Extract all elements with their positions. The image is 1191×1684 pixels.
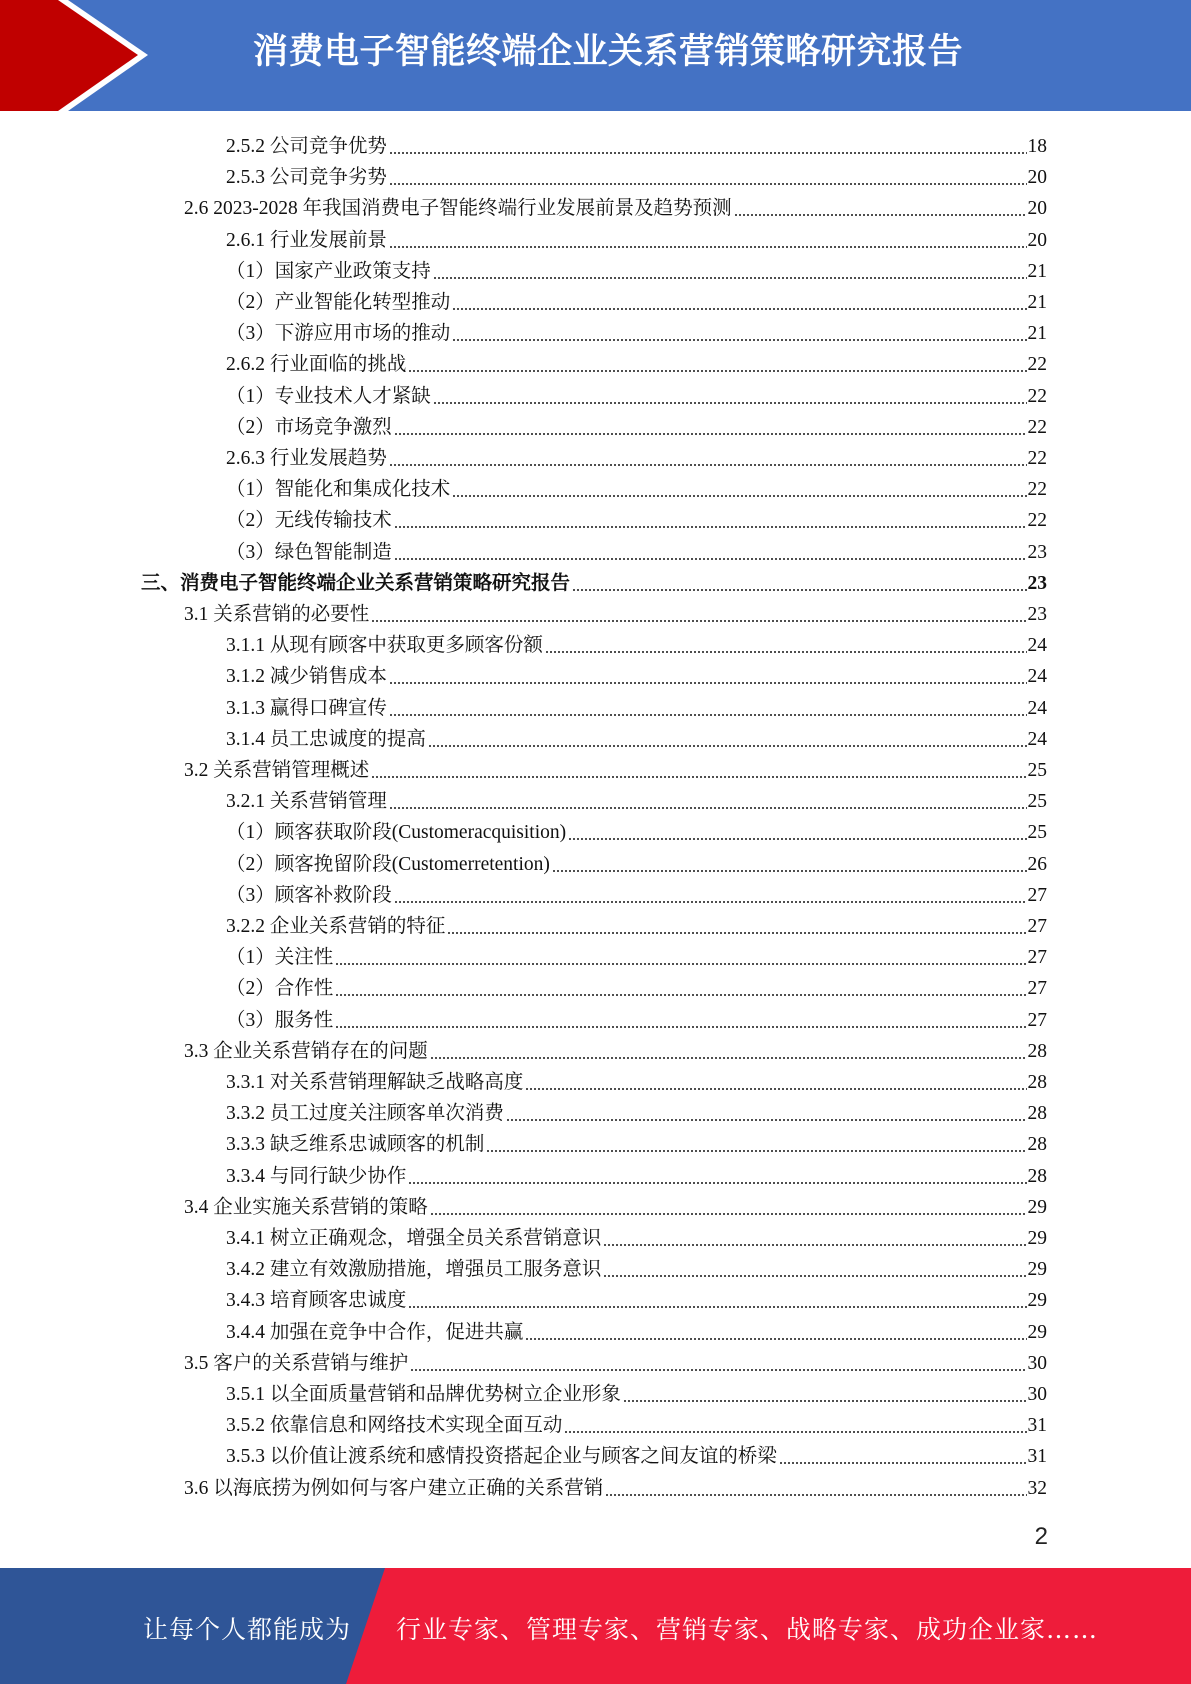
toc-entry-label: 3.1.4 员工忠诚度的提高	[226, 728, 426, 750]
toc-entry[interactable]	[226, 409, 1047, 440]
toc-entry-label: 2.6.3 行业发展趋势	[226, 448, 387, 469]
toc-dot-leader	[371, 603, 1026, 627]
toc-entry-label: 3.1.2 减少销售成本	[226, 666, 387, 688]
toc-entry-label: 3.5 客户的关系营销与维护	[184, 1352, 409, 1374]
toc-entry-page: 23	[1027, 604, 1047, 625]
toc-dot-leader	[335, 946, 1026, 970]
toc-entry-page: 27	[1027, 947, 1047, 969]
toc-entry-page: 28	[1027, 1134, 1047, 1156]
toc-entry-page: 21	[1027, 260, 1047, 282]
toc-entry-label: 3.3.3 缺乏维系忠诚顾客的机制	[226, 1134, 485, 1156]
toc-entry[interactable]	[226, 1158, 1047, 1189]
toc-entry-label: 3.5.1 以全面质量营销和品牌优势树立企业形象	[226, 1384, 621, 1405]
toc-entry-label: 3.1.1 从现有顾客中获取更多顾客份额	[226, 635, 543, 657]
toc-dot-leader	[394, 416, 1027, 440]
toc-dot-leader	[568, 821, 1026, 845]
toc-entry-page: 28	[1027, 1103, 1047, 1125]
toc-entry-page: 30	[1027, 1384, 1047, 1405]
toc-entry[interactable]	[226, 284, 1047, 315]
toc-entry[interactable]	[226, 1095, 1047, 1126]
toc-entry-label: 3.4 企业实施关系营销的策略	[184, 1196, 428, 1218]
toc-entry[interactable]	[226, 1376, 1047, 1407]
toc-entry-page: 21	[1027, 292, 1047, 313]
toc-entry-page: 25	[1027, 791, 1047, 813]
toc-entry-page: 18	[1027, 136, 1047, 157]
toc-dot-leader	[605, 1477, 1026, 1501]
toc-entry[interactable]	[226, 534, 1047, 565]
toc-entry-page: 22	[1027, 354, 1047, 376]
toc-dot-leader	[452, 291, 1026, 315]
toc-entry-label: 三、消费电子智能终端企业关系营销策略研究报告	[141, 572, 571, 594]
toc-entry-page: 23	[1027, 572, 1047, 594]
toc-entry-label: （1）专业技术人才紧缺	[226, 385, 431, 407]
page-number: 2	[1034, 1523, 1048, 1550]
toc-entry-label: 3.4.3 培育顾客忠诚度	[226, 1290, 407, 1312]
toc-entry-page: 28	[1027, 1072, 1047, 1093]
toc-entry-label: 3.2.1 关系营销管理	[226, 791, 387, 813]
toc-entry-page: 25	[1027, 822, 1047, 844]
toc-dot-leader	[430, 1196, 1027, 1220]
toc-dot-leader	[525, 1321, 1026, 1345]
page-header	[0, 0, 1191, 111]
toc-entry-label: 3.3 企业关系营销存在的问题	[184, 1040, 428, 1062]
toc-entry[interactable]	[141, 565, 1047, 596]
toc-entry-label: （1）智能化和集成化技术	[226, 479, 451, 501]
toc-entry-label: （2）顾客挽留阶段(Customerretention)	[226, 853, 550, 875]
toc-entry-label: 3.2.2 企业关系营销的特征	[226, 916, 446, 937]
toc-entry-page: 28	[1027, 1040, 1047, 1062]
toc-entry-page: 24	[1027, 697, 1047, 719]
page-footer	[0, 1568, 1191, 1684]
toc-dot-leader	[447, 915, 1026, 939]
toc-entry-page: 29	[1027, 1321, 1047, 1343]
toc-entry[interactable]	[184, 1470, 1047, 1501]
toc-entry-label: 3.4.2 建立有效激励措施，增强员工服务意识	[226, 1259, 602, 1281]
toc-entry[interactable]	[184, 752, 1047, 783]
toc-dot-leader	[452, 322, 1026, 346]
toc-entry-page: 20	[1027, 229, 1047, 251]
toc-dot-leader	[389, 665, 1027, 689]
toc-dot-leader	[433, 260, 1027, 284]
toc-dot-leader	[552, 853, 1027, 877]
toc-entry[interactable]	[226, 440, 1047, 471]
toc-dot-leader	[428, 728, 1027, 752]
toc-dot-leader	[335, 1009, 1026, 1033]
toc-entry[interactable]	[226, 783, 1047, 814]
toc-entry-page: 29	[1027, 1196, 1047, 1218]
toc-dot-leader	[408, 353, 1026, 377]
toc-entry-label: 3.1 关系营销的必要性	[184, 604, 370, 625]
toc-entry-page: 22	[1027, 479, 1047, 501]
toc-entry[interactable]	[226, 814, 1047, 845]
toc-dot-leader	[389, 790, 1027, 814]
toc-entry-label: （3）顾客补救阶段	[226, 884, 392, 906]
toc-entry-page: 31	[1027, 1446, 1047, 1468]
toc-dot-leader	[371, 759, 1026, 783]
toc-dot-leader	[545, 634, 1027, 658]
toc-entry-label: （1）顾客获取阶段(Customeracquisition)	[226, 822, 567, 844]
toc-dot-leader	[433, 385, 1027, 409]
toc-entry[interactable]	[226, 939, 1047, 970]
toc-entry-label: 2.6.1 行业发展前景	[226, 229, 387, 251]
toc-dot-leader	[564, 1414, 1026, 1438]
toc-entry[interactable]	[226, 846, 1047, 877]
toc-entry-page: 30	[1027, 1352, 1047, 1374]
toc-entry[interactable]	[184, 1189, 1047, 1220]
toc-entry-label: 3.3.1 对关系营销理解缺乏战略高度	[226, 1072, 524, 1093]
toc-entry-page: 25	[1027, 760, 1047, 781]
toc-entry-label: 3.3.4 与同行缺少协作	[226, 1165, 407, 1187]
toc-entry[interactable]	[226, 1251, 1047, 1282]
toc-entry[interactable]	[184, 1345, 1047, 1376]
toc-entry-page: 24	[1027, 666, 1047, 688]
toc-dot-leader	[603, 1258, 1026, 1282]
toc-entry[interactable]	[226, 253, 1047, 284]
toc-dot-leader	[734, 197, 1027, 221]
toc-entry[interactable]	[226, 627, 1047, 658]
toc-entry[interactable]	[226, 690, 1047, 721]
toc-entry-page: 27	[1027, 978, 1047, 1000]
toc-dot-leader	[394, 541, 1027, 565]
toc-entry-page: 20	[1027, 198, 1047, 220]
toc-dot-leader	[506, 1102, 1027, 1126]
toc-entry[interactable]	[226, 315, 1047, 346]
toc-dot-leader	[394, 509, 1027, 533]
toc-entry-label: 3.4.1 树立正确观念，增强全员关系营销意识	[226, 1228, 602, 1249]
toc-entry[interactable]	[226, 1407, 1047, 1438]
toc-entry[interactable]	[226, 970, 1047, 1001]
toc-entry-label: （3）服务性	[226, 1009, 334, 1031]
toc-entry-label: （2）无线传输技术	[226, 510, 392, 532]
toc-entry-page: 23	[1027, 541, 1047, 563]
toc-entry[interactable]	[226, 502, 1047, 533]
toc-entry-page: 21	[1027, 323, 1047, 345]
toc-entry[interactable]	[226, 658, 1047, 689]
toc-entry[interactable]	[226, 378, 1047, 409]
toc-entry-page: 24	[1027, 635, 1047, 657]
toc-dot-leader	[623, 1383, 1027, 1407]
toc-entry-page: 27	[1027, 884, 1047, 906]
toc-dot-leader	[389, 166, 1027, 190]
toc-entry-label: （3）下游应用市场的推动	[226, 323, 451, 345]
toc-entry[interactable]	[226, 222, 1047, 253]
toc-entry-label: （2）市场竞争激烈	[226, 416, 392, 438]
toc-entry[interactable]	[226, 1314, 1047, 1345]
toc-dot-leader	[389, 447, 1027, 471]
toc-dot-leader	[486, 1133, 1026, 1157]
toc-entry-page: 27	[1027, 1009, 1047, 1031]
toc-entry-page: 27	[1027, 916, 1047, 937]
toc-dot-leader	[335, 977, 1026, 1001]
toc-entry-label: （1）国家产业政策支持	[226, 260, 431, 282]
toc-entry-page: 22	[1027, 416, 1047, 438]
toc-entry-page: 22	[1027, 385, 1047, 407]
toc-dot-leader	[394, 884, 1027, 908]
document-title: 消费电子智能终端企业关系营销策略研究报告	[252, 32, 963, 72]
toc-dot-leader	[779, 1445, 1027, 1469]
toc-entry-page: 28	[1027, 1165, 1047, 1187]
toc-entry[interactable]	[226, 346, 1047, 377]
toc-dot-leader	[408, 1165, 1026, 1189]
toc-entry[interactable]	[226, 471, 1047, 502]
toc-entry[interactable]	[226, 1002, 1047, 1033]
toc-entry-label: 3.2 关系营销管理概述	[184, 760, 370, 781]
toc-entry-page: 22	[1027, 448, 1047, 469]
toc-dot-leader	[408, 1289, 1026, 1313]
toc-dot-leader	[452, 478, 1026, 502]
toc-entry-page: 20	[1027, 167, 1047, 189]
toc-entry-page: 22	[1027, 510, 1047, 532]
toc-entry[interactable]	[184, 1033, 1047, 1064]
footer-slogan-right: 行业专家、管理专家、营销专家、战略专家、成功企业家……	[396, 1615, 1099, 1644]
toc-entry-label: 3.6 以海底捞为例如何与客户建立正确的关系营销	[184, 1477, 604, 1499]
toc-dot-leader	[430, 1040, 1027, 1064]
toc-entry-label: 2.5.2 公司竞争优势	[226, 136, 387, 157]
toc-entry-label: 3.3.2 员工过度关注顾客单次消费	[226, 1103, 504, 1125]
toc-entry-label: 3.4.4 加强在竞争中合作，促进共赢	[226, 1321, 524, 1343]
toc-entry[interactable]	[184, 596, 1047, 627]
toc-entry-label: 3.5.2 依靠信息和网络技术实现全面互动	[226, 1415, 563, 1437]
toc-entry[interactable]	[226, 1438, 1047, 1469]
toc-entry[interactable]	[226, 1220, 1047, 1251]
toc-entry-label: 2.5.3 公司竞争劣势	[226, 167, 387, 189]
toc-entry[interactable]	[226, 128, 1047, 159]
toc-entry-label: （1）关注性	[226, 947, 334, 969]
toc-entry-label: 2.6 2023-2028 年我国消费电子智能终端行业发展前景及趋势预测	[184, 198, 732, 220]
toc-dot-leader	[389, 697, 1027, 721]
toc-dot-leader	[572, 572, 1026, 596]
toc-entry-label: 2.6.2 行业面临的挑战	[226, 354, 407, 376]
toc-entry[interactable]	[226, 721, 1047, 752]
toc-entry[interactable]	[226, 908, 1047, 939]
toc-entry-page: 29	[1027, 1228, 1047, 1249]
toc-entry-label: 3.1.3 赢得口碑宣传	[226, 697, 387, 719]
toc-dot-leader	[603, 1227, 1026, 1251]
toc-entry-label: （2）合作性	[226, 978, 334, 1000]
toc-entry[interactable]	[226, 1064, 1047, 1095]
footer-slogan-left: 让每个人都能成为	[143, 1615, 352, 1644]
toc-entry[interactable]	[226, 1282, 1047, 1313]
toc-entry-page: 32	[1027, 1477, 1047, 1499]
toc-entry-label: （3）绿色智能制造	[226, 541, 392, 563]
toc-entry-page: 29	[1027, 1259, 1047, 1281]
toc-entry-page: 29	[1027, 1290, 1047, 1312]
toc-entry-page: 24	[1027, 728, 1047, 750]
toc-dot-leader	[525, 1071, 1026, 1095]
toc-entry-label: （2）产业智能化转型推动	[226, 292, 451, 313]
toc-entry-page: 26	[1027, 853, 1047, 875]
toc-dot-leader	[410, 1352, 1026, 1376]
toc-entry[interactable]	[226, 1126, 1047, 1157]
toc-dot-leader	[389, 229, 1027, 253]
toc-entry-label: 3.5.3 以价值让渡系统和感情投资搭起企业与顾客之间友谊的桥梁	[226, 1446, 777, 1468]
toc-dot-leader	[389, 135, 1027, 159]
toc-entry[interactable]	[226, 877, 1047, 908]
toc-entry[interactable]	[226, 159, 1047, 190]
toc-entry[interactable]	[184, 190, 1047, 221]
toc-entry-page: 31	[1027, 1415, 1047, 1437]
